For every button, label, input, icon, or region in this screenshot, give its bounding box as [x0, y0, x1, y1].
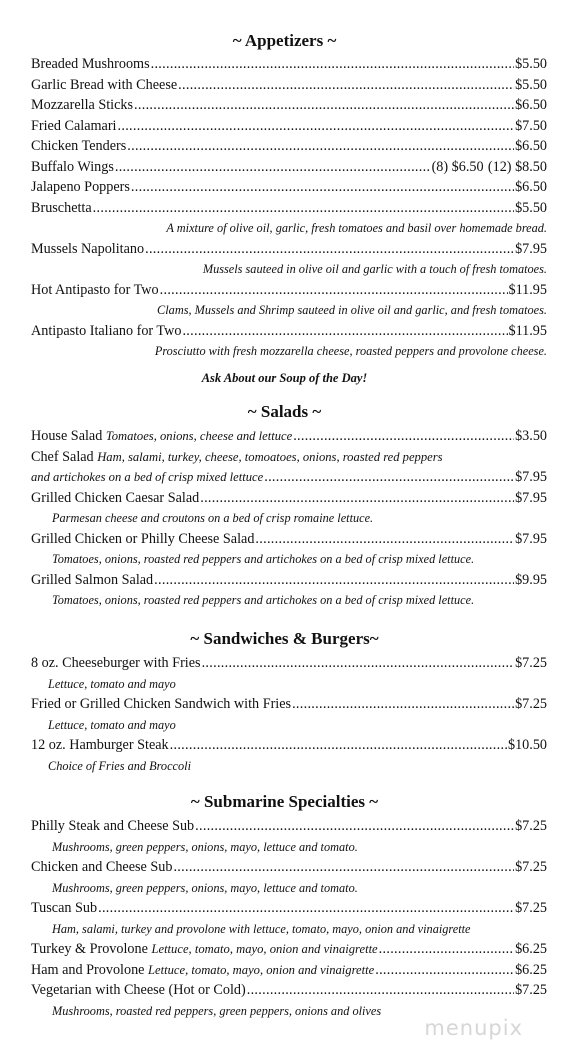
menu-item-price-alt: (12) $8.50: [487, 158, 547, 175]
menu-item-name-wrap: [31, 898, 97, 919]
menu-item-name: Ham and Provolone: [31, 961, 145, 978]
menu-item-name-wrap: [31, 960, 374, 981]
menu-item-price: $9.95: [515, 571, 547, 588]
menu-item-name-wrap: [31, 198, 92, 219]
menu-item-name-wrap: [31, 653, 201, 674]
menu-item-description: A mixture of olive oil, garlic, fresh tomatoes and basil over homemade bread.: [166, 221, 547, 235]
dot-leader: [293, 426, 514, 447]
menu-item-name: Jalapeno Poppers: [31, 179, 130, 195]
menu-item-price: $7.25: [515, 900, 547, 916]
menu-item-row: [31, 467, 547, 488]
menu-item-row: [31, 570, 547, 591]
menu-item-row: [31, 136, 547, 157]
menu-item-name-wrap: [31, 426, 292, 447]
menu-item-name: Fried or Grilled Chicken Sandwich with Fries: [31, 696, 292, 712]
menu-item-inline-desc: Lettuce, tomato, mayo, onion and vinaigrette: [151, 942, 378, 956]
menu-item-price: $7.95: [515, 469, 547, 485]
menu-item-name: Turkey & Provolone: [31, 941, 148, 957]
menu-item-price: $5.50: [515, 76, 547, 93]
menu-item-row: [31, 980, 547, 1001]
menu-item-row: [31, 529, 547, 550]
menu-item-name-wrap: [31, 157, 114, 178]
menu-item-row: [31, 280, 547, 301]
dot-leader: [151, 54, 514, 75]
menu-item-description: Lettuce, tomato and mayo: [48, 717, 176, 732]
menu-item-price: $3.50: [515, 428, 547, 444]
menu-item-description: Tomatoes, onions, roasted red peppers and artichokes on a bed of crisp mixed lettuce.: [52, 593, 475, 607]
menu-item-name: House Salad: [31, 428, 103, 444]
dot-leader: [160, 280, 508, 301]
menu-item-description: Mushrooms, roasted red peppers, green peppers, onions and olives: [52, 1003, 382, 1018]
menu-item-price: $11.95: [508, 281, 547, 298]
menu-item-row: [31, 95, 547, 116]
menu-item-name-wrap: [31, 75, 177, 96]
section-title-appetizers: ~ Appetizers ~: [232, 31, 337, 50]
menu-item-price: $7.95: [515, 240, 547, 257]
dot-leader: [131, 177, 514, 198]
dot-leader: [178, 75, 514, 96]
subs-section: [0, 791, 569, 1021]
dot-leader: [255, 529, 514, 550]
menu-item-name-wrap: [31, 857, 172, 878]
menu-item-row: [31, 488, 547, 509]
section-title-subs: ~ Submarine Specialties ~: [190, 792, 379, 811]
menu-item-name: Chef Salad: [31, 448, 94, 465]
menu-item-name: Hot Antipasto for Two: [31, 281, 159, 298]
dot-leader: [202, 653, 515, 674]
menu-item-price: $11.95: [508, 322, 547, 339]
menu-item-price: $6.25: [515, 941, 547, 957]
menu-item-price: $7.25: [515, 982, 547, 998]
menu-item-name: Mussels Napolitano: [31, 240, 145, 257]
menu-item-row: [31, 157, 547, 178]
menu-item-name: 12 oz. Hamburger Steak: [31, 737, 169, 753]
menu-item-price: $7.95: [515, 489, 547, 506]
dot-leader: [200, 488, 514, 509]
menu-item-name: Tuscan Sub: [31, 900, 98, 916]
menu-item-row: [31, 735, 547, 756]
section-title-salads: ~ Salads ~: [247, 402, 322, 421]
menu-item-price: $5.50: [515, 56, 547, 72]
menu-item-description: Prosciutto with fresh mozzarella cheese, roasted peppers and provolone cheese.: [154, 344, 547, 358]
menu-item-name-wrap: [31, 95, 133, 116]
menu-item-row: [31, 816, 547, 837]
menu-item-price: $7.50: [515, 117, 547, 134]
menu-item-description: Mushrooms, green peppers, onions, mayo, lettuce and tomato.: [52, 880, 358, 895]
menu-item-row: [31, 321, 547, 342]
watermark-logo: menupix: [424, 1016, 523, 1040]
menu-item-name-wrap: [31, 735, 169, 756]
menu-item-name: Garlic Bread with Cheese: [31, 76, 178, 93]
menu-item-name: Antipasto Italiano for Two: [31, 322, 182, 339]
salads-section: [0, 401, 569, 611]
section-title-sandwiches: ~ Sandwiches & Burgers~: [190, 629, 379, 648]
menu-item-description: Ham, salami, turkey and provolone with lettuce, tomato, mayo, onion and vinaigrette: [52, 921, 471, 936]
dot-leader: [145, 239, 514, 260]
dot-leader: [154, 570, 514, 591]
soup-of-the-day-note: Ask About our Soup of the Day!: [201, 370, 368, 385]
menu-item-name-wrap: [31, 694, 291, 715]
menu-item-name: Mozzarella Sticks: [31, 97, 134, 113]
menu-item-name: Grilled Chicken or Philly Cheese Salad: [31, 530, 255, 547]
menu-item-description: Choice of Fries and Broccoli: [48, 758, 191, 773]
menu-item-row: [31, 239, 547, 260]
menu-item-name-wrap: [31, 321, 181, 342]
menu-item-description: Mussels sauteed in olive oil and garlic with a touch of fresh tomatoes.: [202, 262, 547, 276]
menu-item-price: $7.25: [515, 859, 547, 875]
dot-leader: [127, 136, 514, 157]
dot-leader: [182, 321, 507, 342]
menu-item-name: Breaded Mushrooms: [31, 56, 150, 72]
menu-item-row: [31, 653, 547, 674]
menu-item-name-wrap: [31, 239, 144, 260]
menu-item-description: Parmesan cheese and croutons on a bed of crisp romaine lettuce.: [52, 511, 374, 525]
dot-leader: [375, 960, 514, 981]
dot-leader: [173, 857, 514, 878]
menu-item-row: [31, 177, 547, 198]
menu-item-name-wrap: [31, 529, 254, 550]
menu-item-row: [31, 960, 547, 981]
menu-item-row: [31, 198, 547, 219]
menu-item-name-wrap: [31, 980, 246, 1001]
menu-item-name-wrap: [31, 54, 150, 75]
menu-item-row: [31, 898, 547, 919]
menu-item-name-wrap: [31, 816, 194, 837]
menu-item-price: $10.50: [507, 737, 547, 753]
menu-item-row: [31, 75, 547, 96]
appetizers-section: [0, 30, 569, 388]
menu-item-inline-desc: Tomatoes, onions, cheese and lettuce: [105, 429, 293, 443]
menu-item-name: Bruschetta: [31, 199, 92, 216]
appetizers-list: [0, 54, 569, 362]
dot-leader: [247, 980, 514, 1001]
menu-item-name: Chicken and Cheese Sub: [31, 859, 173, 875]
menu-item-description: Clams, Mussels and Shrimp sauteed in olive oil and garlic, and fresh tomatoes.: [157, 303, 547, 317]
menu-item-price: $6.50: [515, 97, 547, 113]
menu-item-price: $5.50: [515, 199, 547, 216]
menu-item-name: Vegetarian with Cheese (Hot or Cold): [31, 982, 246, 998]
menu-item-row: [31, 939, 547, 960]
menu-item-price: $6.50: [515, 138, 547, 154]
menu-item-name-wrap: [31, 570, 153, 591]
menu-item-row: [31, 857, 547, 878]
subs-list: [0, 816, 569, 1021]
dot-leader: [118, 116, 515, 137]
menu-item-name: Grilled Salmon Salad: [31, 571, 154, 588]
menu-item-name: Grilled Chicken Caesar Salad: [31, 489, 200, 506]
dot-leader: [379, 939, 514, 960]
dot-leader: [292, 694, 514, 715]
menu-item-name-wrap: [31, 488, 199, 509]
menu-item-name: Philly Steak and Cheese Sub: [31, 818, 195, 834]
menu-item-row: [31, 54, 547, 75]
dot-leader: [170, 735, 507, 756]
menu-item-line: [31, 447, 569, 468]
menu-item-price: $6.50: [515, 179, 547, 195]
menu-item-price: $7.25: [515, 818, 547, 834]
menu-item-description: Tomatoes, onions, roasted red peppers and artichokes on a bed of crisp mixed lettuce.: [52, 552, 475, 566]
menu-item-name-wrap: [31, 280, 159, 301]
menu-item-price: (8) $6.50: [431, 158, 484, 175]
sandwiches-section: [0, 628, 569, 776]
menu-item-name: Chicken Tenders: [31, 138, 127, 154]
menu-item-line2-text: and artichokes on a bed of crisp mixed lettuce: [31, 470, 264, 484]
menu-item-name: 8 oz. Cheeseburger with Fries: [31, 655, 201, 671]
dot-leader: [115, 157, 431, 178]
menu-item-name: Fried Calamari: [31, 117, 117, 134]
dot-leader: [264, 467, 514, 488]
dot-leader: [134, 95, 514, 116]
menu-item-price: $7.95: [515, 530, 547, 547]
menu-item-price: $7.25: [515, 655, 547, 671]
menu-item-description: Mushrooms, green peppers, onions, mayo, lettuce and tomato.: [52, 839, 358, 854]
menu-item-price: $7.25: [515, 696, 547, 712]
menu-item-name-wrap: [31, 116, 117, 137]
menu-item-row: [31, 694, 547, 715]
menu-item-row: [31, 426, 547, 447]
dot-leader: [98, 898, 514, 919]
menu-item-line2: [31, 467, 263, 488]
menu-item-name-wrap: [31, 136, 126, 157]
menu-item-name-wrap: [31, 939, 378, 960]
menu-item-price: $6.25: [515, 961, 547, 978]
menu-item-row: [31, 116, 547, 137]
menu-item-name-wrap: [31, 177, 130, 198]
salads-list: [0, 426, 569, 611]
menu-item-inline-desc: Ham, salami, turkey, cheese, tomoatoes, onions, roasted red peppers: [97, 449, 443, 464]
menu-item-name: Buffalo Wings: [31, 158, 114, 175]
dot-leader: [195, 816, 514, 837]
menu-item-inline-desc: Lettuce, tomato, mayo, onion and vinaigrette: [148, 962, 375, 977]
dot-leader: [93, 198, 514, 219]
sandwiches-list: [0, 653, 569, 776]
menu-item-description: Lettuce, tomato and mayo: [48, 676, 176, 691]
